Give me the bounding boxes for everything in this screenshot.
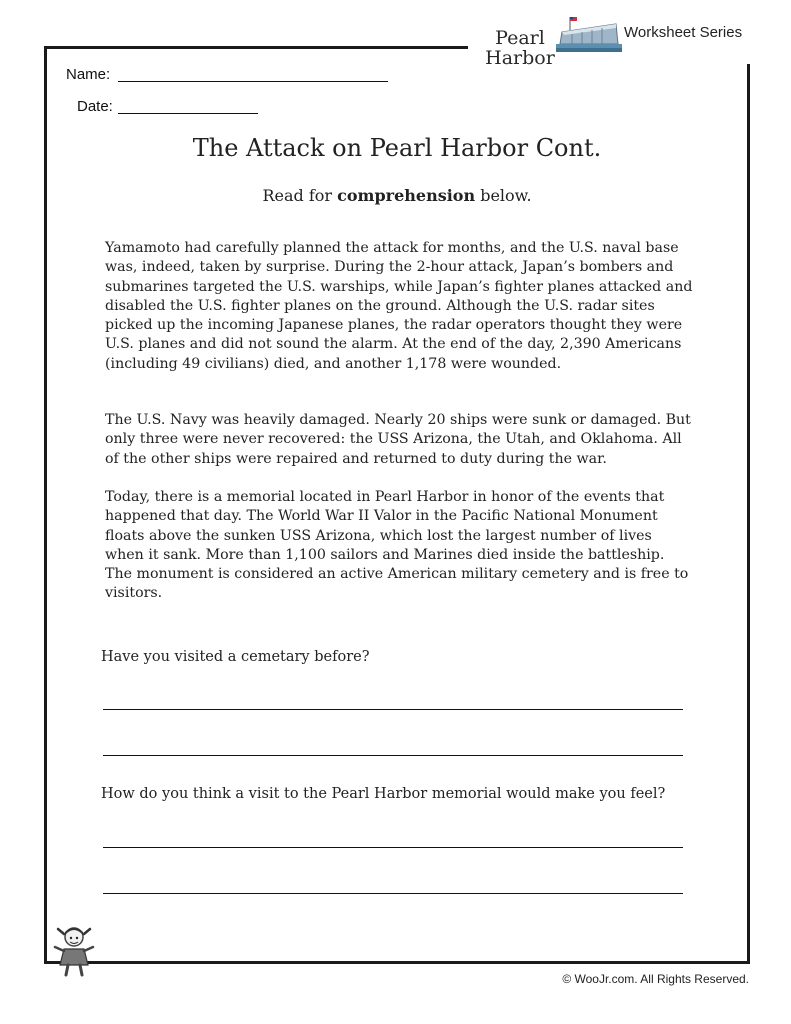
instruction-text [44, 186, 750, 205]
instruction-prefix: Read for [262, 186, 338, 205]
paragraph-2: The U.S. Navy was heavily damaged. Nearly 20 ships were sunk or damaged. But only three were never recovered: the USS Arizona, the Utah, and Oklahoma. All of the other ships were repaired and returned to duty during the war. [105, 412, 691, 467]
date-label: Date: [77, 98, 113, 115]
answer-line-1b[interactable] [103, 755, 683, 756]
date-field[interactable] [118, 113, 258, 114]
copyright-text: © WooJr.com. All Rights Reserved. [562, 972, 749, 986]
brand-logo [470, 28, 570, 68]
instruction-suffix: below. [475, 186, 532, 205]
answer-line-2a[interactable] [103, 847, 683, 848]
name-field[interactable] [118, 81, 388, 82]
answer-line-2b[interactable] [103, 893, 683, 894]
answer-line-1a[interactable] [103, 709, 683, 710]
mascot-icon [50, 925, 98, 977]
question-1: Have you visited a cemetary before? [101, 649, 370, 665]
series-label: Worksheet Series [624, 24, 743, 41]
memorial-icon [556, 14, 622, 56]
worksheet-title: The Attack on Pearl Harbor Cont. [192, 134, 602, 162]
paragraph-3: Today, there is a memorial located in Pearl Harbor in honor of the events that happened that day. The World War II Valor in the Pacific National Monument floats above the sunken USS Arizona, which lost the largest number of lives when it sank. More than 1,100 sailors and Marines died inside the battleship. The monument is considered an active American military cemetery and is free to visitors. [105, 489, 689, 602]
paragraph-1: Yamamoto had carefully planned the attack for months, and the U.S. naval base was, indeed, taken by surprise. During the 2-hour attack, Japan’s bombers and submarines targeted the U.S. warships, while Japan’s fighter planes attacked and disabled the U.S. fighter planes on the ground. Although the U.S. radar sites picked up the incoming Japanese planes, the radar operators thought they were U.S. planes and did not sound the alarm. At the end of the day, 2,390 Americans (including 49 civilians) died, and another 1,178 were wounded. [105, 240, 693, 372]
question-2: How do you think a visit to the Pearl Harbor memorial would make you feel? [101, 786, 666, 802]
brand-line2: Harbor [485, 47, 555, 69]
instruction-bold: comprehension [337, 186, 476, 205]
name-label: Name: [66, 66, 111, 83]
brand-line1: Pearl [495, 27, 545, 49]
